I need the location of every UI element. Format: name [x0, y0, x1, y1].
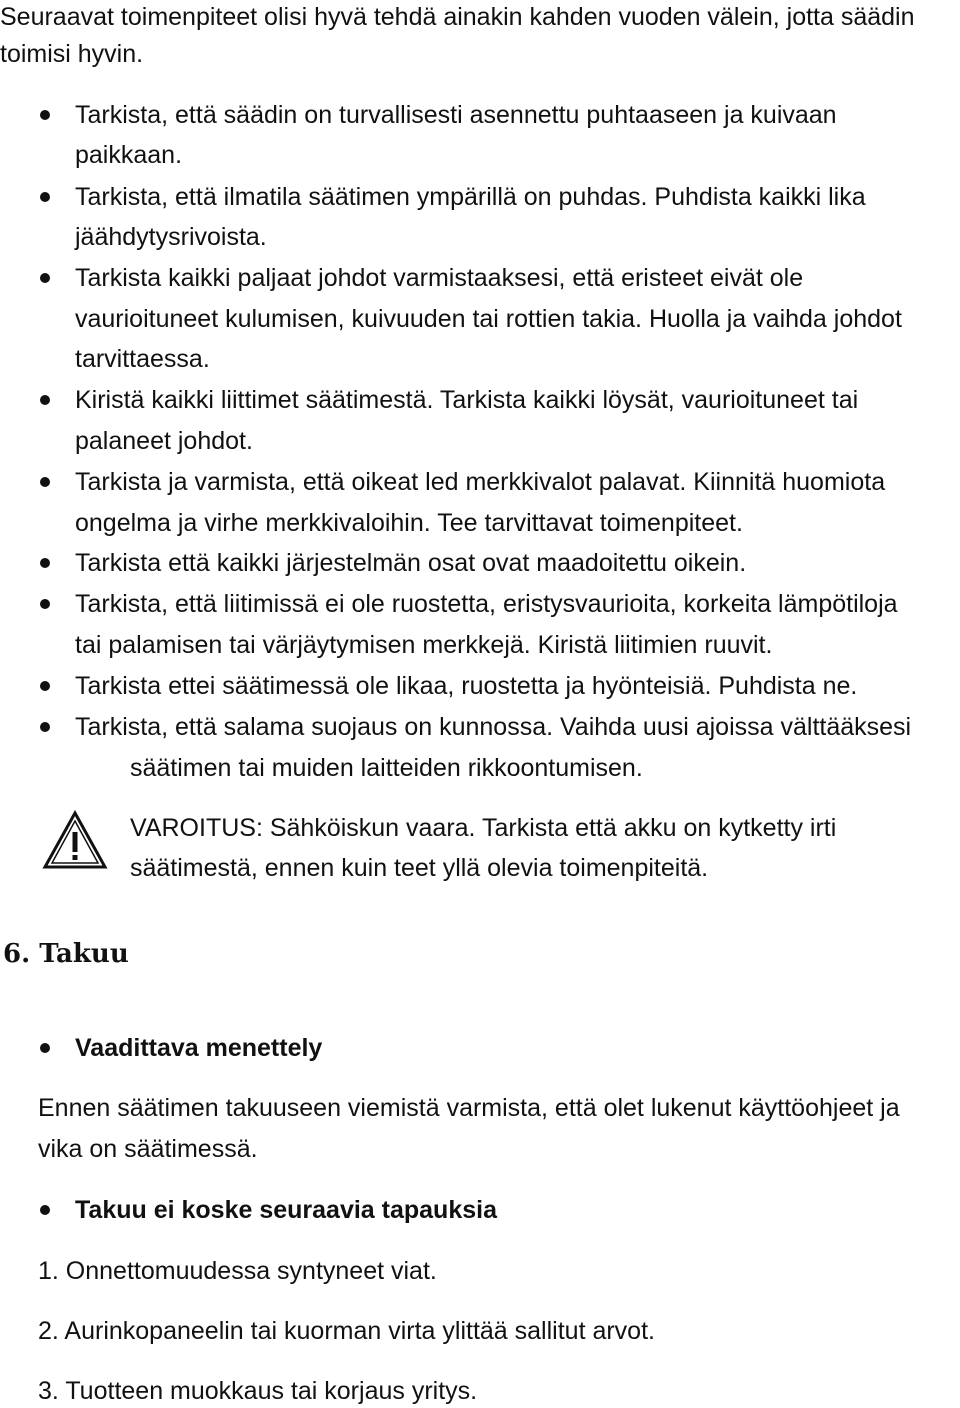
bullet-dot — [40, 395, 50, 405]
exclusions-title: Takuu ei koske seuraavia tapauksia — [75, 1196, 497, 1224]
list-item-line: ongelma ja virhe merkkivaloihin. Tee tarvittavat toimenpiteet. — [75, 509, 743, 537]
bullet-dot — [40, 273, 50, 283]
warning-text-line: VAROITUS: Sähköiskun vaara. Tarkista että akku on kytketty irti — [130, 814, 837, 842]
list-item-line: Tarkista kaikki paljaat johdot varmistaaksesi, että eristeet eivät ole — [75, 264, 804, 292]
bullet-dot — [40, 599, 50, 609]
warning-text-line: säätimestä, ennen kuin teet yllä olevia toimenpiteitä. — [130, 854, 709, 882]
warning-triangle-icon — [42, 810, 108, 870]
intro-line: Seuraavat toimenpiteet olisi hyvä tehdä ainakin kahden vuoden välein, jotta säädin — [0, 3, 915, 31]
list-item-line: säätimen tai muiden laitteiden rikkoontumisen. — [130, 754, 643, 782]
bullet-dot — [40, 1205, 50, 1215]
list-item-line: paikkaan. — [75, 141, 183, 169]
list-item-line: vaurioituneet kulumisen, kuivuuden tai rottien takia. Huolla ja vaihda johdot — [75, 305, 902, 333]
bullet-dot — [40, 558, 50, 568]
bullet-dot — [40, 192, 50, 202]
list-item-line: Tarkista että kaikki järjestelmän osat ovat maadoitettu oikein. — [75, 549, 747, 577]
exclusion-item: 3. Tuotteen muokkaus tai korjaus yritys. — [38, 1377, 478, 1405]
bullet-dot — [40, 681, 50, 691]
list-item-line: Tarkista, että säädin on turvallisesti asennettu puhtaaseen ja kuivaan — [75, 101, 837, 129]
list-item-line: Tarkista, että salama suojaus on kunnossa. Vaihda uusi ajoissa välttääksesi — [75, 713, 912, 741]
list-item-line: Tarkista, että liitimissä ei ole ruostetta, eristysvaurioita, korkeita lämpötiloja — [75, 590, 898, 618]
section-heading: 6. Takuu — [3, 939, 129, 969]
bullet-dot — [40, 722, 50, 732]
list-item-line: Tarkista ettei säätimessä ole likaa, ruostetta ja hyönteisiä. Puhdista ne. — [75, 672, 858, 700]
procedure-title: Vaadittava menettely — [75, 1034, 323, 1062]
list-item-line: Tarkista, että ilmatila säätimen ympärillä on puhdas. Puhdista kaikki lika — [75, 183, 866, 211]
bullet-dot — [40, 477, 50, 487]
list-item-line: tarvittaessa. — [75, 345, 210, 373]
list-item-line: Kiristä kaikki liittimet säätimestä. Tarkista kaikki löysät, vaurioituneet tai — [75, 386, 859, 414]
bullet-dot — [40, 1043, 50, 1053]
list-item-line: Tarkista ja varmista, että oikeat led merkkivalot palavat. Kiinnitä huomiota — [75, 468, 886, 496]
list-item-line: palaneet johdot. — [75, 427, 253, 455]
procedure-text-line: Ennen säätimen takuuseen viemistä varmista, että olet lukenut käyttöohjeet ja — [38, 1094, 900, 1122]
list-item-line: jäähdytysrivoista. — [75, 223, 267, 251]
list-item-line: tai palamisen tai värjäytymisen merkkejä. Kiristä liitimien ruuvit. — [75, 631, 773, 659]
intro-line: toimisi hyvin. — [0, 40, 144, 68]
exclusion-item: 2. Aurinkopaneelin tai kuorman virta ylittää sallitut arvot. — [38, 1317, 655, 1345]
bullet-dot — [40, 110, 50, 120]
procedure-text-line: vika on säätimessä. — [38, 1135, 258, 1163]
exclusion-item: 1. Onnettomuudessa syntyneet viat. — [38, 1257, 437, 1285]
